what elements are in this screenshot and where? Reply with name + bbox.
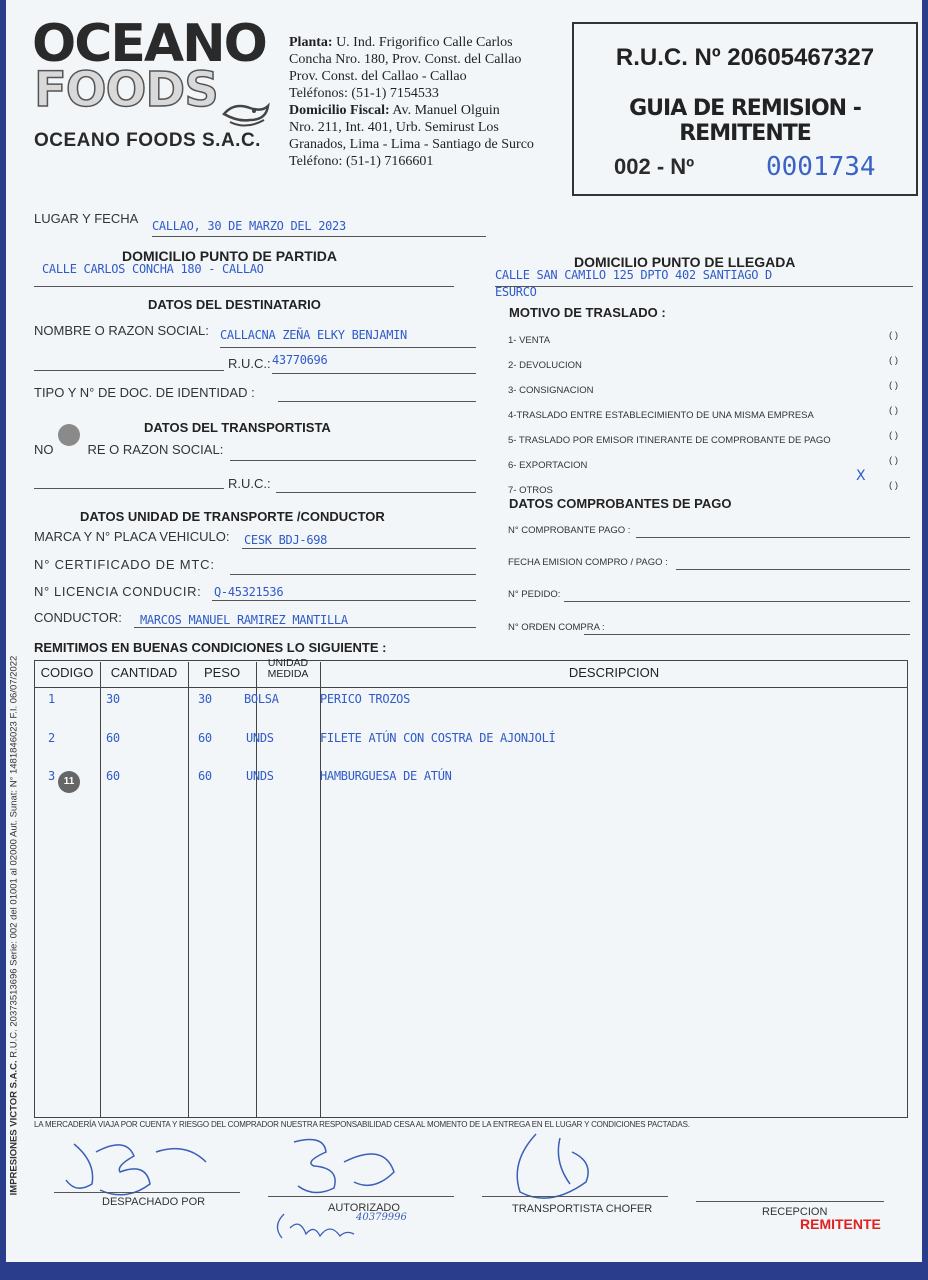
licencia-value: Q-45321536 (214, 585, 284, 599)
partida-value: CALLE CARLOS CONCHA 180 - CALLAO (42, 262, 264, 276)
divider (212, 600, 476, 601)
motivo-list (508, 330, 898, 505)
address-line: Teléfono: (51-1) 7166601 (289, 154, 434, 169)
col-codigo: CODIGO (40, 665, 94, 680)
col-peso: PESO (203, 665, 241, 680)
logo-word-oceano: OCEANO (32, 14, 266, 74)
divider (276, 492, 476, 493)
motivo-item: 6- EXPORTACION ( ) (508, 455, 898, 471)
divider (152, 236, 486, 237)
divider (220, 347, 476, 348)
scan-marker-dot (58, 424, 80, 446)
comprobante-field-label: N° ORDEN COMPRA : (508, 622, 605, 633)
destinatario-name-value: CALLACNA ZEÑA ELKY BENJAMIN (220, 328, 407, 342)
llegada-value-line1: CALLE SAN CAMILO 125 DPTO 402 SANTIAGO D (495, 268, 772, 282)
logo-word-foods: FOODS (34, 62, 218, 118)
document-number: 0001734 (766, 152, 876, 182)
address-line: Teléfonos: (51-1) 7154533 (289, 86, 439, 101)
cell-codigo: 1 (48, 692, 55, 706)
ruc-number: R.U.C. Nº 20605467327 (615, 44, 875, 71)
address-line: Nro. 211, Int. 401, Urb. Semirust Los (289, 120, 499, 135)
motivo-item: 1- VENTA ( ) (508, 330, 898, 346)
divider (230, 460, 476, 461)
divider (34, 370, 224, 371)
conductor-value: MARCOS MANUEL RAMIREZ MANTILLA (140, 613, 348, 627)
col-descripcion: DESCRIPCION (568, 665, 660, 680)
mtc-label: N° CERTIFICADO DE MTC: (34, 557, 215, 572)
motivo-item: 5- TRASLADO POR EMISOR ITINERANTE DE COMPROBANTE DE PAGO ( ) (508, 430, 898, 446)
transportista-title: DATOS DEL TRANSPORTISTA (144, 420, 331, 435)
col-cantidad: CANTIDAD (110, 665, 178, 680)
cell-unidad: BOLSA (244, 692, 279, 706)
ruc-box (572, 22, 918, 196)
address-line: Planta: U. Ind. Frigorifico Calle Carlos (289, 35, 513, 50)
divider (34, 286, 454, 287)
signature-line (482, 1196, 668, 1197)
motivo-item: 3- CONSIGNACION ( ) (508, 380, 898, 396)
otros-checkmark: X (856, 468, 866, 484)
address-line: Prov. Const. del Callao - Callao (289, 69, 467, 84)
signature-line (268, 1196, 454, 1197)
destinatario-name-label: NOMBRE O RAZON SOCIAL: (34, 323, 209, 338)
destinatario-ruc-value: 43770696 (272, 353, 328, 367)
destinatario-doc-label: TIPO Y N° DE DOC. DE IDENTIDAD : (34, 385, 255, 400)
motivo-item: 2- DEVOLUCION ( ) (508, 355, 898, 371)
partida-title: DOMICILIO PUNTO DE PARTIDA (122, 248, 337, 264)
series-label: 002 - Nº (614, 154, 695, 179)
address-line: Concha Nro. 180, Prov. Const. del Callao (289, 52, 522, 67)
fish-logo-icon (220, 96, 272, 130)
copy-label-remitente: REMITENTE (800, 1216, 881, 1232)
placa-label: MARCA Y N° PLACA VEHICULO: (34, 529, 230, 544)
comprobante-field-label: N° COMPROBANTE PAGO : (508, 525, 631, 536)
table-title: REMITIMOS EN BUENAS CONDICIONES LO SIGUIENTE : (34, 640, 387, 655)
comprobantes-title: DATOS COMPROBANTES DE PAGO (509, 496, 732, 511)
divider (636, 537, 910, 538)
col-unidad-medida: UNIDAD MEDIDA (267, 657, 309, 680)
motivo-item: 4-TRASLADO ENTRE ESTABLECIMIENTO DE UNA MISMA EMPRESA ( ) (508, 405, 898, 421)
divider (584, 634, 910, 635)
signature-line (696, 1201, 884, 1202)
cell-peso: 60 (198, 731, 212, 745)
divider (134, 627, 476, 628)
transportista-ruc-label: R.U.C.: (228, 476, 271, 491)
cell-cantidad: 60 (106, 769, 120, 783)
divider (495, 286, 913, 287)
cell-descripcion: PERICO TROZOS (320, 692, 411, 706)
cell-unidad: UNDS (246, 769, 274, 783)
address-line: Domicilio Fiscal: Av. Manuel Olguin (289, 103, 500, 118)
comprobante-field-label: FECHA EMISION COMPRO / PAGO : (508, 557, 668, 568)
llegada-value-line2: ESURCO (495, 285, 537, 299)
destinatario-ruc-label: R.U.C.: (228, 356, 271, 371)
lugar-fecha-label: LUGAR Y FECHA (34, 211, 139, 226)
signature-line (54, 1192, 240, 1193)
conductor-label: CONDUCTOR: (34, 610, 122, 625)
signature-despachado (56, 1132, 236, 1204)
handwritten-name-scribble (270, 1206, 360, 1246)
signature-autorizado (264, 1132, 444, 1202)
table-column-line (188, 662, 189, 1118)
lugar-fecha-value: CALLAO, 30 DE MARZO DEL 2023 (152, 219, 346, 233)
autorizado-label: AUTORIZADO (328, 1202, 400, 1214)
divider (278, 401, 476, 402)
motivo-title: MOTIVO DE TRASLADO : (509, 305, 666, 320)
disclaimer: LA MERCADERÍA VIAJA POR CUENTA Y RIESGO DEL COMPRADOR NUESTRA RESPONSABILIDAD CESA AL MOMENTO DE LA ENTREGA EN EL LUGAR Y CONDICIONES PACTADAS. (34, 1120, 690, 1129)
cell-codigo: 2 (48, 731, 55, 745)
destinatario-title: DATOS DEL DESTINATARIO (148, 297, 321, 312)
cell-descripcion: HAMBURGUESA DE ATÚN (320, 769, 452, 783)
licencia-label: N° LICENCIA CONDUCIR: (34, 584, 202, 599)
company-name: OCEANO FOODS S.A.C. (34, 130, 261, 151)
address-line: Granados, Lima - Lima - Santiago de Surco (289, 137, 534, 152)
table-header-divider (34, 687, 908, 688)
divider (272, 373, 476, 374)
document-page (6, 0, 922, 1262)
cell-descripcion: FILETE ATÚN CON COSTRA DE AJONJOLÍ (320, 731, 556, 745)
cell-cantidad: 60 (106, 731, 120, 745)
cell-unidad: UNDS (246, 731, 274, 745)
cell-cantidad: 30 (106, 692, 120, 706)
handwritten-dni: 40379996 (356, 1212, 407, 1223)
transportista-chofer-label: TRANSPORTISTA CHOFER (512, 1203, 653, 1215)
placa-value: CESK BDJ-698 (244, 533, 328, 547)
cell-peso: 30 (198, 692, 212, 706)
table-column-line (100, 662, 101, 1118)
motivo-item: 7- OTROS ( ) (508, 480, 898, 496)
company-address (289, 34, 534, 170)
divider (564, 601, 910, 602)
comprobante-field-label: N° PEDIDO: (508, 589, 561, 600)
document-title: GUIA DE REMISION - REMITENTE (629, 96, 861, 146)
despachado-label: DESPACHADO POR (102, 1196, 206, 1208)
goods-table (34, 657, 908, 1118)
printer-side-text: IMPRESIONES VICTOR S.A.C. R.U.C. 20373513696 Serie: 002 del 01001 al 02000 Aut. Sunat: N° 1481846023 F.I. 06/07/2022 (8, 655, 20, 1196)
recepcion-label: RECEPCION (762, 1206, 828, 1218)
unidad-title: DATOS UNIDAD DE TRANSPORTE /CONDUCTOR (80, 509, 385, 524)
cell-peso: 60 (198, 769, 212, 783)
transportista-name-label: NO RE O RAZON SOCIAL: (34, 442, 224, 457)
llegada-title: DOMICILIO PUNTO DE LLEGADA (574, 254, 796, 270)
cell-codigo: 3 (48, 769, 55, 783)
divider (230, 574, 476, 575)
signature-transportista (490, 1122, 620, 1212)
divider (242, 548, 476, 549)
divider (34, 488, 224, 489)
divider (676, 569, 910, 570)
scan-marker-badge: 11 (58, 771, 80, 793)
